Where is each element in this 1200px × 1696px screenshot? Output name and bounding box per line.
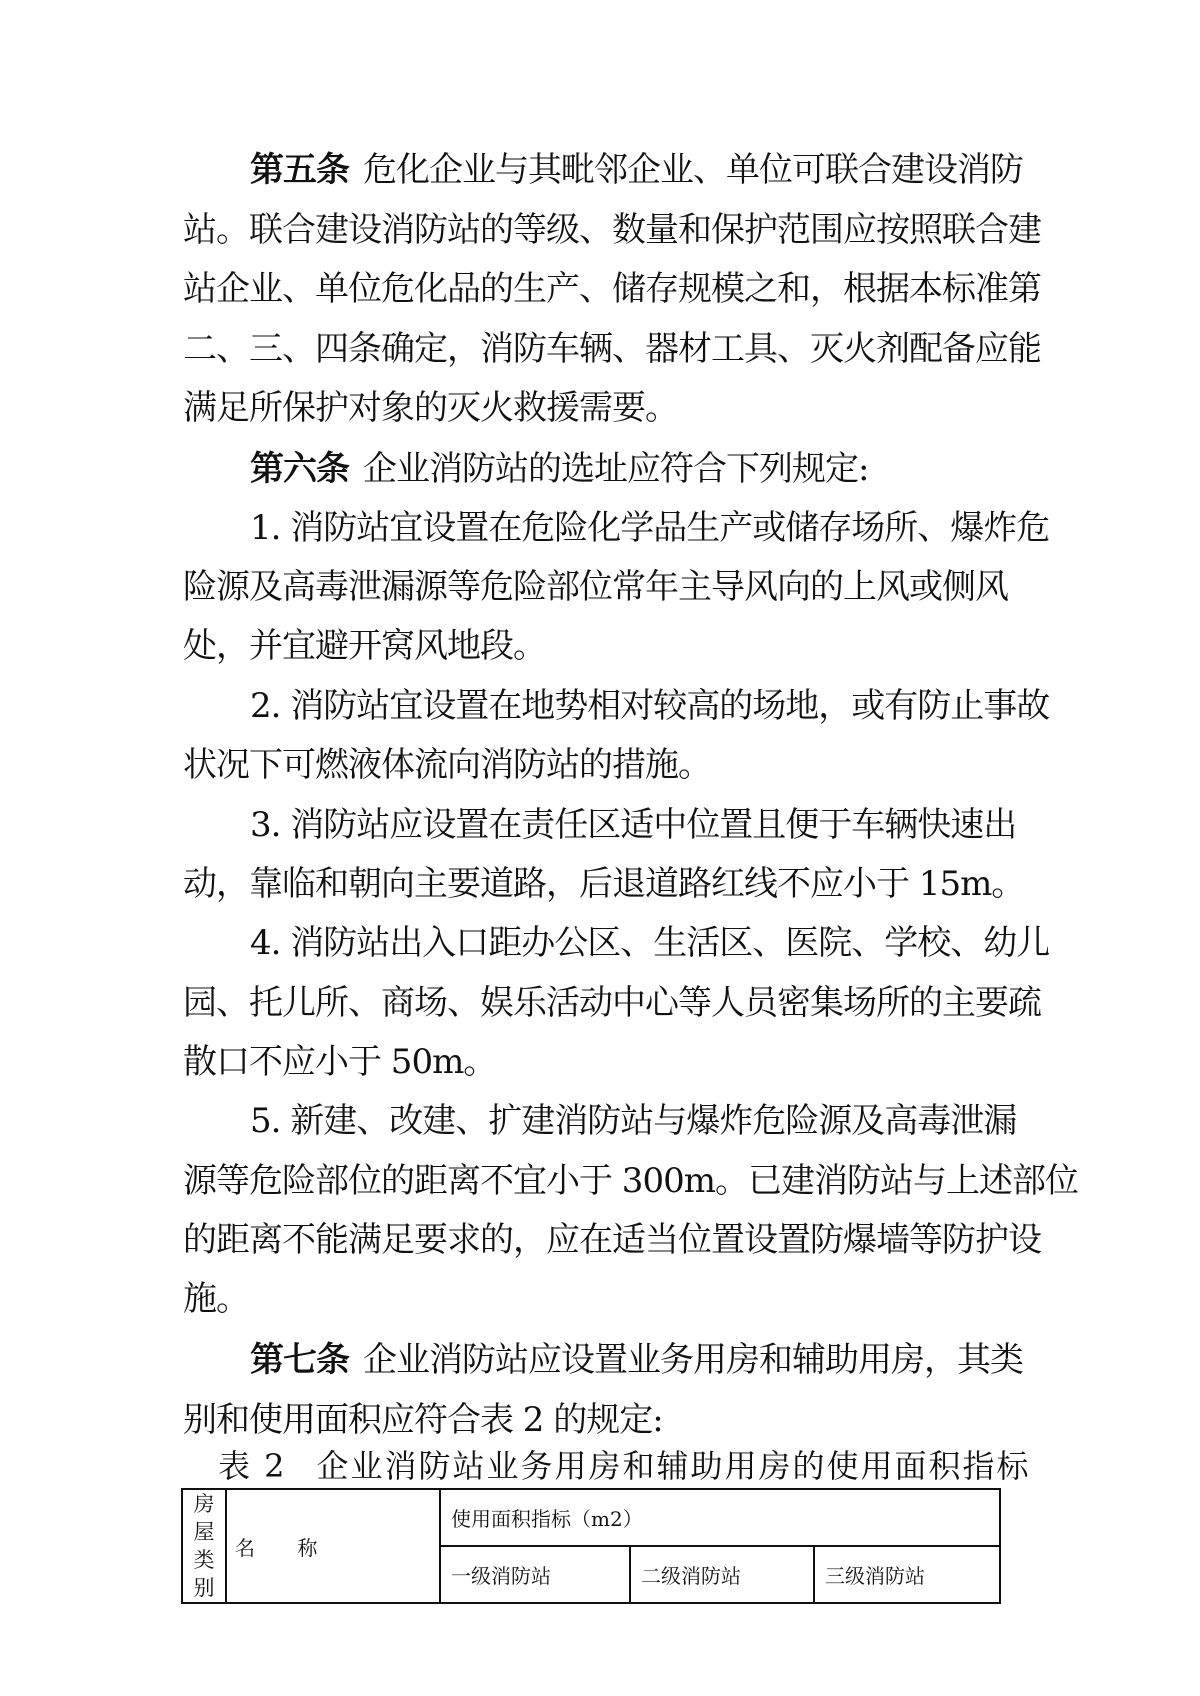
article6-item1-line-3: 处，并宜避开窝风地段。: [183, 626, 546, 666]
article5-line-5: 满足所保护对象的灭火救援需要。: [183, 388, 678, 428]
article6-item4-line-1: 4. 消防站出入口距办公区、生活区、医院、学校、幼儿: [250, 923, 1050, 963]
article6-item5-line-1: 5. 新建、改建、扩建消防站与爆炸危险源及高毒泄漏: [250, 1101, 1017, 1141]
article7-line-2: 别和使用面积应符合表 2 的规定:: [183, 1400, 663, 1440]
article6-item3-line-2: 动，靠临和朝向主要道路，后退道路红线不应小于 15m。: [183, 864, 1025, 904]
header-level-3: 三级消防站: [814, 1546, 1000, 1603]
article6-item4-line-3: 散口不应小于 50m。: [183, 1042, 497, 1082]
article6-item5-line-3: 的距离不能满足要求的，应在适当位置设置防爆墙等防护设: [183, 1220, 1041, 1260]
header-area-index: 使用面积指标（m2）: [440, 1489, 1000, 1546]
table-caption: [218, 1441, 1031, 1491]
article5-line-3: 站企业、单位危化品的生产、储存规模之和，根据本标准第: [183, 269, 1041, 309]
article5-heading: 第五条: [250, 150, 349, 190]
article6-heading: 第六条: [250, 449, 349, 489]
article6-intro: 第六条 企业消防站的选址应符合下列规定:: [250, 449, 869, 489]
article6-item2-line-2: 状况下可燃液体流向消防站的措施。: [183, 745, 711, 785]
article5-line-2: 站。联合建设消防站的等级、数量和保护范围应按照联合建: [183, 210, 1041, 250]
article5-line-1: 第五条 危化企业与其毗邻企业、单位可联合建设消防: [250, 150, 1023, 190]
article7-line-1: 第七条 企业消防站应设置业务用房和辅助用房，其类: [250, 1340, 1023, 1380]
header-level-1: 一级消防站: [440, 1546, 630, 1603]
header-level-2: 二级消防站: [630, 1546, 814, 1603]
table-caption-text: 企业消防站业务用房和辅助用房的使用面积指标: [316, 1447, 1031, 1485]
article6-item1-line-2: 险源及高毒泄漏源等危险部位常年主导风向的上风或侧风: [183, 567, 1008, 607]
article7-heading: 第七条: [250, 1340, 349, 1380]
article5-line-4: 二、三、四条确定，消防车辆、器材工具、灭火剂配备应能: [183, 329, 1041, 369]
article6-item4-line-2: 园、托儿所、商场、娱乐活动中心等人员密集场所的主要疏: [183, 983, 1041, 1023]
header-name: 名 称: [226, 1489, 440, 1603]
article6-item3-line-1: 3. 消防站应设置在责任区适中位置且便于车辆快速出: [250, 805, 1017, 845]
table-header-row: [182, 1489, 1000, 1546]
area-index-table: [181, 1488, 1001, 1604]
article6-item5-line-2: 源等危险部位的距离不宜小于 300m。已建消防站与上述部位: [183, 1161, 1078, 1201]
article6-item2-line-1: 2. 消防站宜设置在地势相对较高的场地，或有防止事故: [250, 686, 1050, 726]
article6-item5-line-4: 施。: [183, 1279, 249, 1319]
article6-item1-line-1: 1. 消防站宜设置在危险化学品生产或储存场所、爆炸危: [250, 508, 1050, 548]
table-caption-number: 表 2: [218, 1447, 287, 1485]
header-category: 房屋类别: [182, 1489, 226, 1603]
